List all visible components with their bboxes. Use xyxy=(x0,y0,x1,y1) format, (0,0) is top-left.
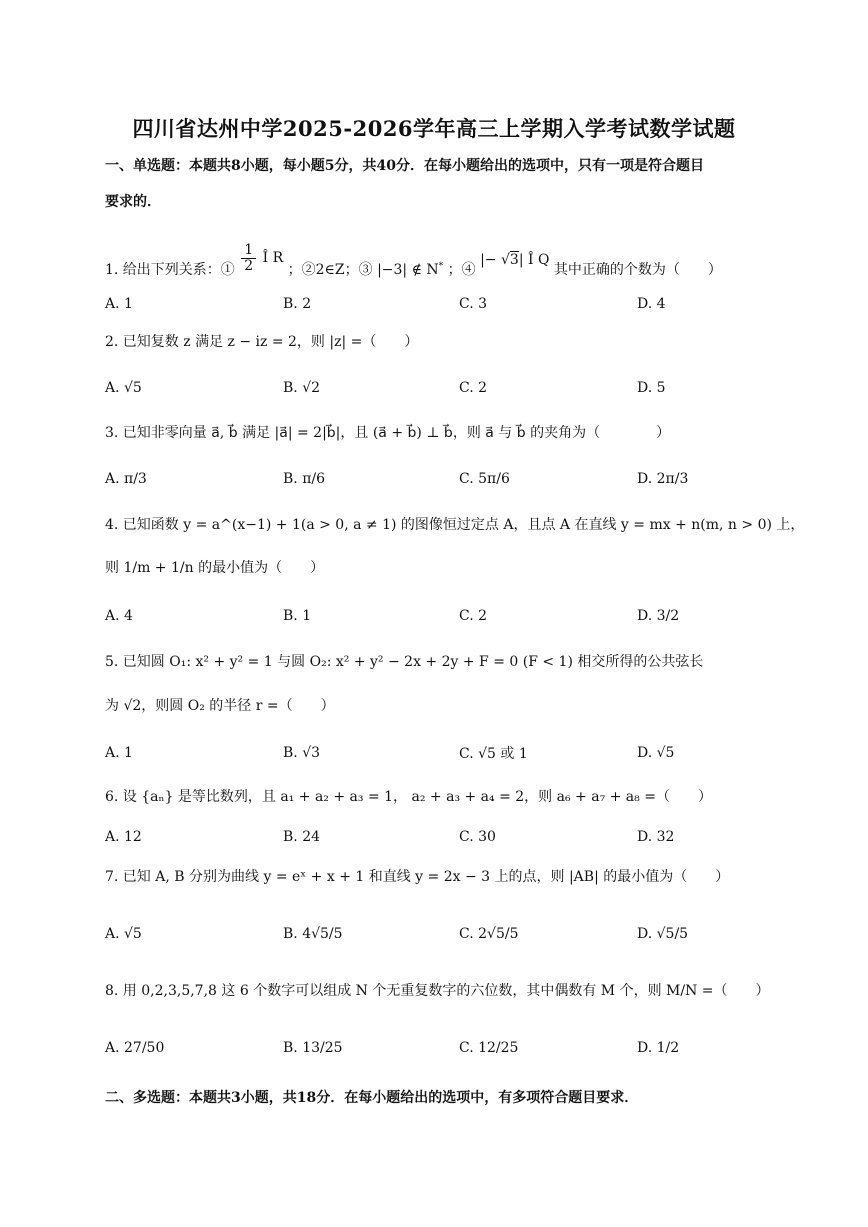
q8-option-b[interactable]: B. 13/25 xyxy=(283,1040,343,1056)
question-5-line1: 5. 已知圆 O₁: x² + y² = 1 与圆 O₂: x² + y² − 2x + 2y + F = 0 (F < 1) 相交所得的公共弦长 xyxy=(105,654,704,670)
q4-option-a[interactable]: A. 4 xyxy=(105,608,133,624)
q1-options xyxy=(105,282,775,326)
q3-option-d[interactable]: D. 2π/3 xyxy=(637,471,689,487)
q2-option-a[interactable]: A. √5 xyxy=(105,380,142,396)
q1-option-a[interactable]: A. 1 xyxy=(105,296,133,312)
question-5-line2: 为 √2，则圆 O₂ 的半径 r =（ ） xyxy=(105,698,335,714)
question-2: 2. 已知复数 z 满足 z − iz = 2，则 |z| =（ ） xyxy=(105,334,419,350)
q2-options xyxy=(105,366,775,410)
q2-option-d[interactable]: D. 5 xyxy=(637,380,666,396)
q1-sep-2: ；②2∈Z；③ xyxy=(287,262,373,279)
question-4-line1: 4. 已知函数 y = a^(x−1) + 1(a > 0, a ≠ 1) 的图像恒过定点 A，且点 A 在直线 y = mx + n(m, n > 0) 上， xyxy=(105,517,805,533)
q5-option-b[interactable]: B. √3 xyxy=(283,745,321,761)
q6-option-a[interactable]: A. 12 xyxy=(105,829,142,845)
section-1-line1: 一、单选题：本题共8小题，每小题5分，共40分．在每小题给出的选项中，只有一项是符合题目 xyxy=(105,158,704,174)
q1-relation-1: $\frac{1}{2}$ Î R xyxy=(239,250,287,266)
q1-relation-3: |−3| ∉ N* xyxy=(377,261,444,279)
q3-option-a[interactable]: A. π/3 xyxy=(105,471,147,487)
q1-option-d[interactable]: D. 4 xyxy=(637,296,666,312)
q6-option-d[interactable]: D. 32 xyxy=(637,829,675,845)
q5-option-a[interactable]: A. 1 xyxy=(105,745,133,761)
q1-relation-4: |− √3| Î Q xyxy=(480,252,550,269)
q4-options xyxy=(105,594,775,638)
question-4-line2: 则 1/m + 1/n 的最小值为（ ） xyxy=(105,560,325,576)
question-7: 7. 已知 A, B 分别为曲线 y = eˣ + x + 1 和直线 y = 2x − 3 上的点，则 |AB| 的最小值为（ ） xyxy=(105,869,730,885)
section-1-line2: 要求的． xyxy=(105,194,161,210)
q6-option-c[interactable]: C. 30 xyxy=(459,829,496,845)
section-1-heading xyxy=(105,148,770,220)
q5-options xyxy=(105,731,775,775)
q7-option-c[interactable]: C. 2√5/5 xyxy=(459,926,519,942)
question-6: 6. 设 {aₙ} 是等比数列，且 a₁ + a₂ + a₃ = 1， a₂ + a₃ + a₄ = 2，则 a₆ + a₇ + a₈ =（ ） xyxy=(105,789,712,805)
q1-option-b[interactable]: B. 2 xyxy=(283,296,312,312)
question-8: 8. 用 0,2,3,5,7,8 这 6 个数字可以组成 N 个无重复数字的六位数，其中偶数有 M 个，则 M/N =（ ） xyxy=(105,983,770,999)
q8-option-d[interactable]: D. 1/2 xyxy=(637,1040,680,1056)
q7-option-b[interactable]: B. 4√5/5 xyxy=(283,926,343,942)
q8-option-a[interactable]: A. 27/50 xyxy=(105,1040,165,1056)
q6-options xyxy=(105,815,775,859)
q4-option-d[interactable]: D. 3/2 xyxy=(637,608,680,624)
q4-option-c[interactable]: C. 2 xyxy=(459,608,488,624)
q3-option-c[interactable]: C. 5π/6 xyxy=(459,471,510,487)
section-2-heading: 二、多选题：本题共3小题，共18分．在每小题给出的选项中，有多项符合题目要求． xyxy=(105,1090,639,1106)
page-title: 四川省达州中学2025-2026学年高三上学期入学考试数学试题 xyxy=(132,116,736,141)
q8-options xyxy=(105,1026,775,1070)
q5-option-c[interactable]: C. √5 或 1 xyxy=(459,746,528,762)
q3-option-b[interactable]: B. π/6 xyxy=(283,471,326,487)
q4-option-b[interactable]: B. 1 xyxy=(283,608,312,624)
question-3: 3. 已知非零向量 a⃗, b⃗ 满足 |a⃗| = 2|b⃗|，且 (a⃗ + b⃗) ⊥ b⃗，则 a⃗ 与 b⃗ 的夹角为（ ） xyxy=(105,425,671,441)
q1-suffix: 其中正确的个数为（ ） xyxy=(553,262,722,279)
question-1 xyxy=(105,242,775,285)
q2-option-b[interactable]: B. √2 xyxy=(283,380,321,396)
q1-option-c[interactable]: C. 3 xyxy=(459,296,488,312)
q1-sep-4: ；④ xyxy=(447,262,476,279)
q7-option-a[interactable]: A. √5 xyxy=(105,926,142,942)
q1-prefix: 1. 给出下列关系：① xyxy=(105,262,235,279)
q2-option-c[interactable]: C. 2 xyxy=(459,380,488,396)
q5-option-d[interactable]: D. √5 xyxy=(637,745,675,761)
q6-option-b[interactable]: B. 24 xyxy=(283,829,321,845)
q7-option-d[interactable]: D. √5/5 xyxy=(637,926,689,942)
q7-options xyxy=(105,912,775,956)
q3-options xyxy=(105,457,775,501)
q8-option-c[interactable]: C. 12/25 xyxy=(459,1040,519,1056)
